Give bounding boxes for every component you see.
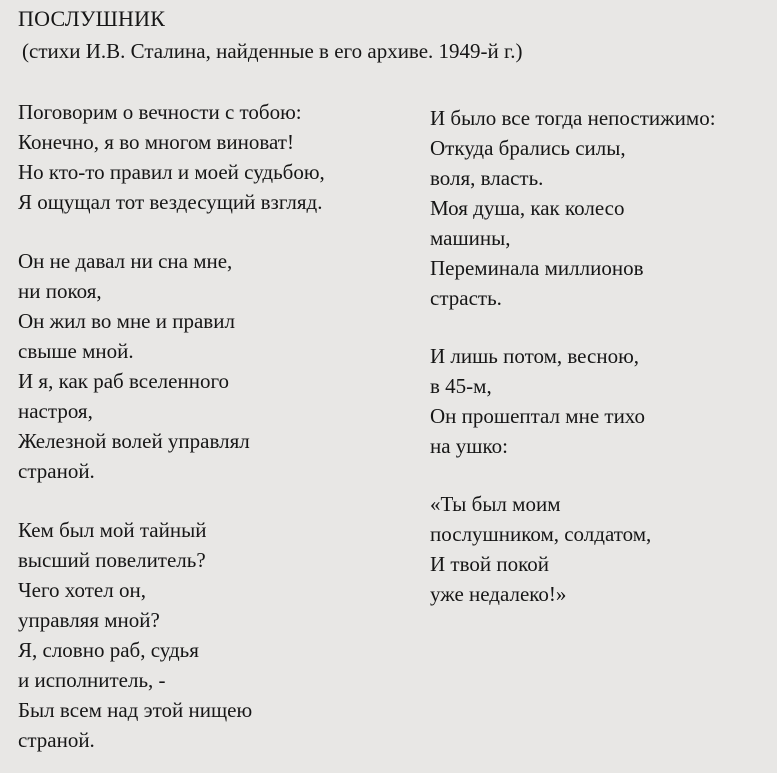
stanza-gap — [430, 313, 770, 341]
poem-line: Он прошептал мне тихо — [430, 404, 646, 428]
poem-line: «Ты был моим — [430, 492, 561, 516]
right-column — [430, 103, 770, 609]
poem-line: Но кто-то правил и моей судьбою, — [18, 160, 325, 184]
poem-line: Переминала миллионов — [430, 256, 644, 280]
poem-line: машины, — [430, 226, 511, 250]
poem-line: Кем был мой тайный — [18, 518, 207, 542]
poem-line: воля, власть. — [430, 166, 544, 190]
poem-line: на ушко: — [430, 434, 508, 458]
stanza-gap — [18, 486, 418, 515]
poem-line: Моя душа, как колесо — [430, 196, 625, 220]
poem-line: настроя, — [18, 399, 93, 423]
stanza — [18, 515, 418, 755]
poem-title: ПОСЛУШНИК — [18, 6, 166, 31]
stanza — [18, 97, 418, 217]
poem-line: Железной волей управлял — [18, 429, 250, 453]
poem-line: высший повелитель? — [18, 548, 206, 572]
poem-line: ни покоя, — [18, 279, 102, 303]
poem-line: Откуда брались силы, — [430, 136, 626, 160]
poem-line: Был всем над этой нищею — [18, 698, 253, 722]
poem-line: страной. — [18, 459, 95, 483]
poem-line: Чего хотел он, — [18, 578, 146, 602]
poem-line: И было все тогда непостижимо: — [430, 106, 716, 130]
poem-line: страной. — [18, 728, 95, 752]
poem-line: и исполнитель, - — [18, 668, 166, 692]
left-column — [18, 97, 418, 755]
stanza — [430, 489, 770, 609]
stanza-gap — [430, 461, 770, 489]
poem-line: управляя мной? — [18, 608, 160, 632]
poem-line: свыше мной. — [18, 339, 134, 363]
stanza — [18, 246, 418, 486]
poem-line: уже недалеко!» — [430, 582, 567, 606]
poem-subtitle: (стихи И.В. Сталина, найденные в его архиве. 1949-й г.) — [22, 39, 523, 63]
poem-line: страсть. — [430, 286, 502, 310]
poem-line: в 45-м, — [430, 374, 492, 398]
poem-line: И лишь потом, весною, — [430, 344, 640, 368]
poem-line: Он не давал ни сна мне, — [18, 249, 233, 273]
poem-line: Я, словно раб, судья — [18, 638, 199, 662]
stanza — [430, 341, 770, 461]
poem-line: И твой покой — [430, 552, 549, 576]
poem-line: послушником, солдатом, — [430, 522, 652, 546]
poem-line: Я ощущал тот вездесущий взгляд. — [18, 190, 323, 214]
poem-line: Конечно, я во многом виноват! — [18, 130, 294, 154]
stanza — [430, 103, 770, 313]
poem-line: И я, как раб вселенного — [18, 369, 230, 393]
poem-line: Поговорим о вечности с тобою: — [18, 100, 302, 124]
stanza-gap — [18, 217, 418, 246]
poem-line: Он жил во мне и правил — [18, 309, 235, 333]
